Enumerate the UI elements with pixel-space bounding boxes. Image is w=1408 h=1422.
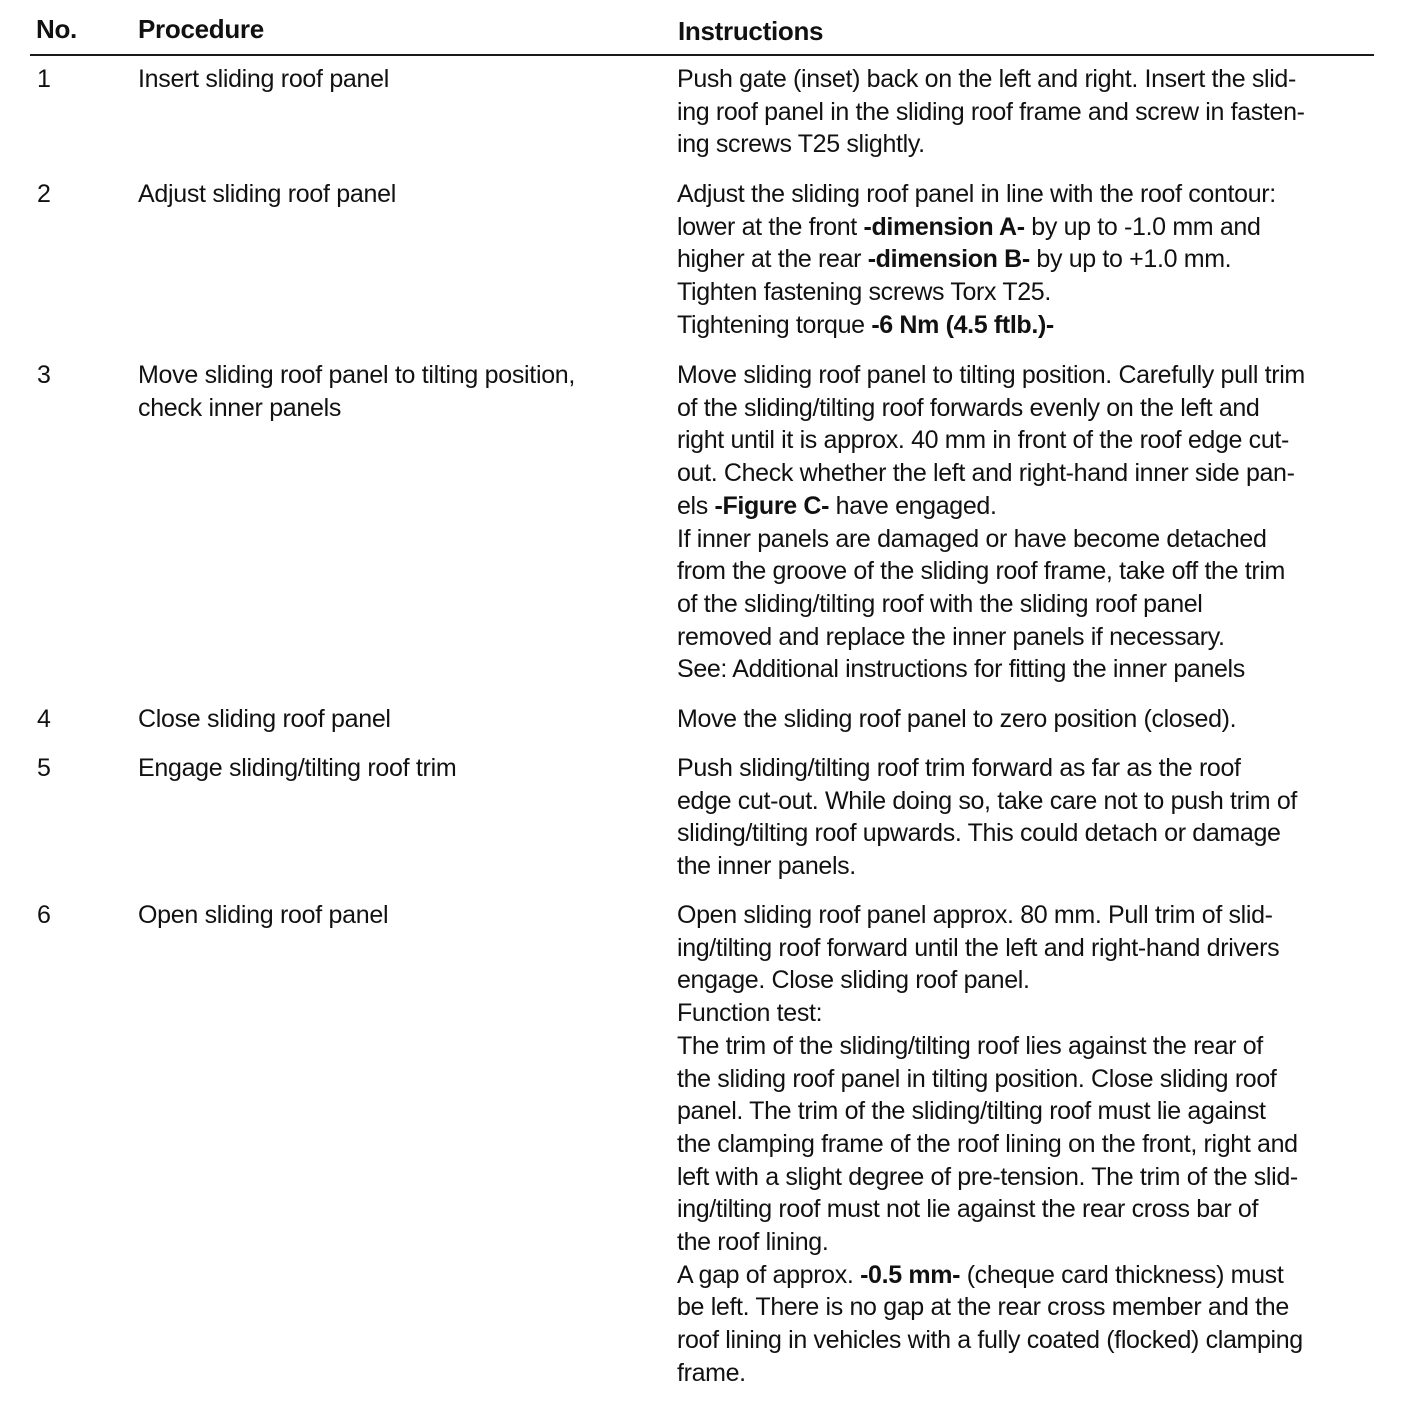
- instruction-text: ing screws T25 slightly.: [677, 130, 925, 159]
- header-instructions: Instructions: [678, 16, 824, 46]
- instruction-line: [677, 1357, 1377, 1390]
- procedure-line: Move sliding roof panel to tilting position,: [138, 361, 576, 389]
- instruction-line: [677, 1291, 1377, 1324]
- instruction-line: [677, 178, 1377, 211]
- procedure-cell: [138, 178, 638, 211]
- instruction-text: Adjust the sliding roof panel in line with the roof contour:: [677, 180, 1276, 208]
- table-header: [30, 8, 1374, 56]
- instruction-line: [677, 1226, 1377, 1259]
- procedure-line: check inner panels: [138, 394, 342, 422]
- instructions-cell: [677, 703, 1377, 736]
- instruction-emphasis: -dimension A-: [863, 212, 1025, 241]
- instruction-text: the sliding roof panel in tilting position. Close sliding roof: [677, 1064, 1277, 1093]
- instruction-line: [677, 1161, 1377, 1194]
- instruction-text: out. Check whether the left and right-hand inner side pan-: [677, 459, 1295, 488]
- instruction-text: be left. There is no gap at the rear cross member and the: [677, 1293, 1289, 1322]
- instructions-cell: [677, 178, 1377, 342]
- instruction-text: right until it is approx. 40 mm in front of the roof edge cut-: [677, 426, 1289, 455]
- procedure-line: Close sliding roof panel: [138, 705, 391, 733]
- instruction-emphasis: -6 Nm (4.5 ftlb.)-: [871, 310, 1054, 339]
- step-number: 1: [37, 65, 51, 93]
- instruction-text: A gap of approx.: [677, 1260, 861, 1289]
- instruction-line: [677, 276, 1377, 309]
- instruction-text: Move the sliding roof panel to zero position (closed).: [677, 705, 1237, 733]
- instruction-text: ing/tilting roof forward until the left and right-hand drivers: [677, 933, 1280, 962]
- instruction-line: [677, 997, 1377, 1030]
- instruction-line: [677, 1259, 1377, 1292]
- step-number: 6: [37, 901, 51, 929]
- instruction-text: roof lining in vehicles with a fully coated (flocked) clamping: [677, 1326, 1303, 1355]
- instruction-text: of the sliding/tilting roof forwards evenly on the left and: [677, 393, 1260, 422]
- instruction-line: [677, 964, 1377, 997]
- instruction-text: have engaged.: [829, 491, 997, 520]
- instructions-cell: [677, 752, 1377, 883]
- instruction-line: [677, 932, 1377, 965]
- instruction-line: [677, 555, 1377, 588]
- instruction-line: [677, 785, 1377, 818]
- instruction-line: [677, 817, 1377, 850]
- instruction-text: frame.: [677, 1358, 746, 1387]
- instruction-text: ing/tilting roof must not lie against the rear cross bar of: [677, 1195, 1259, 1224]
- instruction-line: [677, 1324, 1377, 1357]
- instruction-line: [677, 653, 1377, 686]
- step-number: 2: [37, 180, 51, 208]
- instruction-text: engage. Close sliding roof panel.: [677, 966, 1030, 995]
- instruction-text: higher at the rear: [677, 245, 868, 274]
- instruction-text: lower at the front: [677, 212, 864, 241]
- instructions-cell: [677, 63, 1377, 161]
- instructions-cell: [677, 359, 1377, 686]
- instruction-line: [677, 752, 1377, 785]
- instruction-line: [677, 1095, 1377, 1128]
- step-number: 5: [37, 754, 51, 782]
- instruction-text: (cheque card thickness) must: [960, 1260, 1284, 1289]
- instruction-line: [677, 96, 1377, 129]
- instruction-text: the roof lining.: [677, 1228, 829, 1257]
- instruction-line: [677, 490, 1377, 523]
- instruction-text: Open sliding roof panel approx. 80 mm. Pull trim of slid-: [677, 901, 1273, 929]
- procedure-cell: [138, 359, 638, 425]
- procedure-cell: [138, 899, 638, 932]
- instruction-text: sliding/tilting roof upwards. This could detach or damage: [677, 819, 1281, 848]
- instruction-text: removed and replace the inner panels if necessary.: [677, 622, 1225, 651]
- instruction-text: els: [677, 491, 715, 520]
- step-number: 3: [37, 361, 51, 389]
- procedure-line: Engage sliding/tilting roof trim: [138, 754, 457, 782]
- instruction-line: [677, 899, 1377, 932]
- instruction-line: [677, 850, 1377, 883]
- instruction-text: by up to -1.0 mm and: [1024, 212, 1261, 241]
- instruction-text: panel. The trim of the sliding/tilting roof must lie against: [677, 1097, 1266, 1126]
- instruction-text: the clamping frame of the roof lining on the front, right and: [677, 1129, 1298, 1158]
- procedure-line: Open sliding roof panel: [138, 901, 389, 929]
- instruction-text: from the groove of the sliding roof frame, take off the trim: [677, 557, 1286, 586]
- instruction-line: [677, 588, 1377, 621]
- instruction-text: left with a slight degree of pre-tension. The trim of the slid-: [677, 1162, 1298, 1191]
- instruction-line: [677, 523, 1377, 556]
- instruction-text: Move sliding roof panel to tilting position. Carefully pull trim: [677, 361, 1305, 389]
- instruction-line: [677, 211, 1377, 244]
- procedure-line: Adjust sliding roof panel: [138, 180, 396, 208]
- instruction-text: Push gate (inset) back on the left and right. Insert the slid-: [677, 65, 1296, 93]
- instruction-line: [677, 1063, 1377, 1096]
- instruction-line: [677, 63, 1377, 96]
- procedure-line: Insert sliding roof panel: [138, 65, 389, 93]
- instruction-line: [677, 1128, 1377, 1161]
- instruction-line: [677, 1193, 1377, 1226]
- procedure-cell: [138, 752, 638, 785]
- instruction-line: [677, 1030, 1377, 1063]
- instruction-line: [677, 359, 1377, 392]
- instruction-line: [677, 424, 1377, 457]
- instruction-emphasis: -dimension B-: [867, 245, 1030, 274]
- instruction-text: Function test:: [677, 999, 823, 1028]
- instruction-line: [677, 243, 1377, 276]
- instruction-text: If inner panels are damaged or have become detached: [677, 524, 1267, 553]
- instruction-emphasis: -0.5 mm-: [860, 1260, 961, 1289]
- header-procedure: Procedure: [138, 14, 264, 44]
- header-no: No.: [36, 14, 77, 44]
- instruction-line: [677, 309, 1377, 342]
- instruction-text: ing roof panel in the sliding roof frame and screw in fasten-: [677, 97, 1305, 126]
- instruction-text: See: Additional instructions for fitting the inner panels: [677, 655, 1245, 684]
- instruction-text: Tightening torque: [677, 310, 872, 339]
- instructions-cell: [677, 899, 1377, 1390]
- instruction-line: [677, 621, 1377, 654]
- procedure-cell: [138, 703, 638, 736]
- instruction-line: [677, 128, 1377, 161]
- instruction-text: of the sliding/tilting roof with the sliding roof panel: [677, 589, 1203, 618]
- instruction-text: Tighten fastening screws Torx T25.: [677, 278, 1051, 307]
- instruction-line: [677, 457, 1377, 490]
- instruction-line: [677, 703, 1377, 736]
- instruction-text: edge cut-out. While doing so, take care not to push trim of: [677, 786, 1297, 815]
- instruction-text: by up to +1.0 mm.: [1029, 245, 1232, 274]
- instruction-text: The trim of the sliding/tilting roof lies against the rear of: [677, 1031, 1263, 1060]
- instruction-emphasis: -Figure C-: [714, 491, 830, 520]
- instruction-text: the inner panels.: [677, 852, 856, 881]
- instruction-text: Push sliding/tilting roof trim forward as far as the roof: [677, 754, 1241, 782]
- step-number: 4: [37, 705, 51, 733]
- instruction-line: [677, 392, 1377, 425]
- procedure-cell: [138, 63, 638, 96]
